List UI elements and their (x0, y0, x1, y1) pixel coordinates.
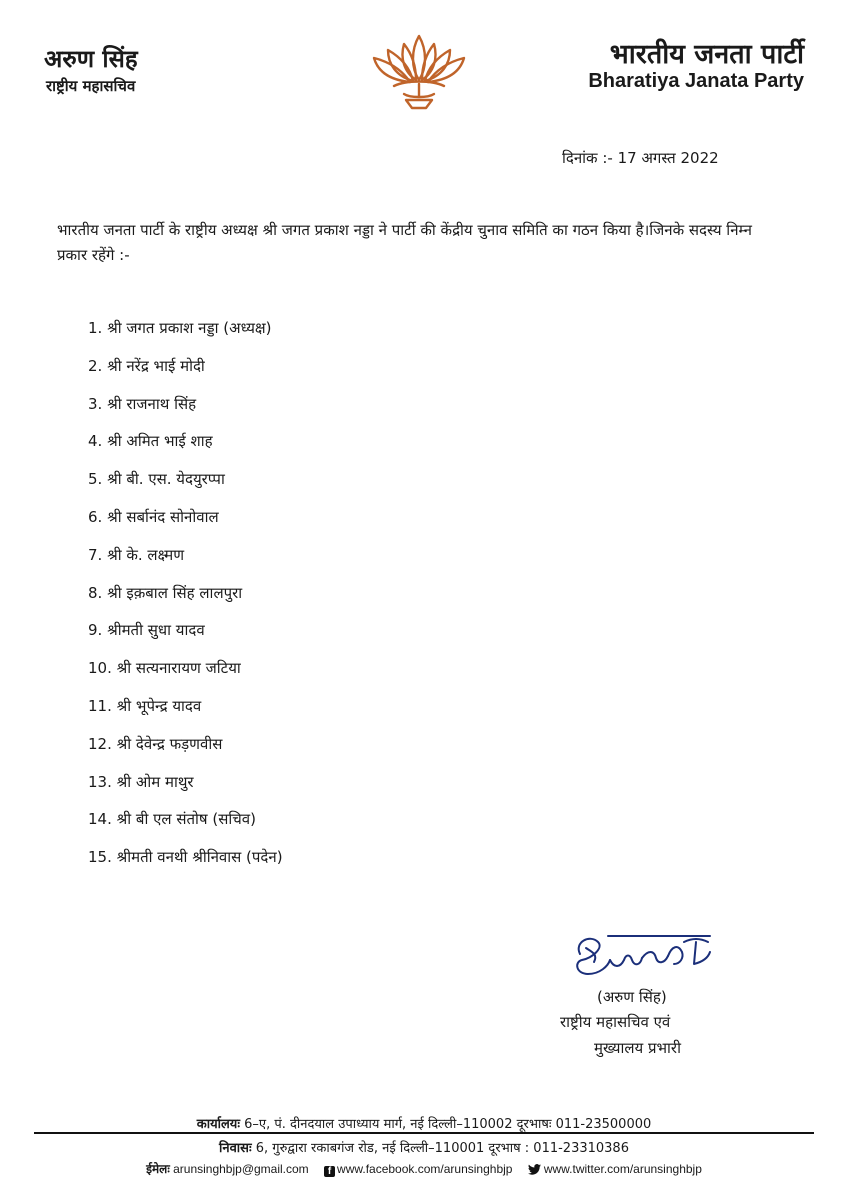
twitter-link[interactable]: www.twitter.com/arunsinghbjp (543, 1162, 702, 1176)
footer-office-address (0, 1114, 848, 1132)
email-contact[interactable] (146, 1160, 309, 1177)
list-item: 13. श्री ओम माथुर (88, 772, 194, 791)
list-item: 10. श्री सत्यनारायण जटिया (88, 659, 241, 678)
facebook-icon: f (324, 1166, 335, 1177)
email-label: ईमेलः (146, 1162, 170, 1176)
footer-divider (34, 1132, 814, 1134)
list-item: 12. श्री देवेन्द्र फड़णवीस (88, 734, 223, 753)
facebook-link[interactable]: www.facebook.com/arunsinghbjp (337, 1162, 513, 1176)
twitter-contact[interactable] (528, 1162, 702, 1176)
lotus-icon (364, 30, 474, 114)
twitter-icon (528, 1164, 541, 1175)
footer-residence-address (0, 1138, 848, 1156)
list-item: 6. श्री सर्बानंद सोनोवाल (88, 507, 219, 526)
list-item: 11. श्री भूपेन्द्र यादव (88, 696, 202, 715)
list-item: 9. श्रीमती सुधा यादव (88, 621, 205, 640)
signatory-title: राष्ट्रीय महासचिव एवं (560, 1013, 671, 1031)
list-item: 2. श्री नरेंद्र भाई मोदी (88, 356, 205, 375)
list-item: 4. श्री अमित भाई शाह (88, 432, 213, 451)
list-item: 7. श्री के. लक्ष्मण (88, 545, 185, 564)
sender-name: अरुण सिंह (44, 45, 138, 73)
committee-member-list (88, 318, 283, 885)
office-label: कार्यालयः (196, 1117, 240, 1132)
handwritten-signature (568, 928, 718, 990)
residence-label: निवासः (219, 1141, 252, 1156)
list-item: 1. श्री जगत प्रकाश नड्डा (अध्यक्ष) (88, 319, 272, 337)
footer-contacts (0, 1160, 848, 1177)
party-name-hindi: भारतीय जनता पार्टी (609, 39, 804, 70)
signatory-title-2: मुख्यालय प्रभारी (594, 1039, 681, 1057)
office-address: 6–ए, पं. दीनदयाल उपाध्याय मार्ग, नई दिल्ली–110002 दूरभाषः 011-23500000 (244, 1117, 652, 1132)
intro-paragraph: भारतीय जनता पार्टी के राष्ट्रीय अध्यक्ष श्री जगत प्रकाश नड्डा ने पार्टी की केंद्रीय चुनाव समिति का गठन किया है।जिनके सदस्य निम्न प्रकार रहेंगे :- (57, 221, 752, 264)
sender-title: राष्ट्रीय महासचिव (46, 77, 136, 95)
list-item: 14. श्री बी एल संतोष (सचिव) (88, 810, 256, 829)
list-item: 8. श्री इक़बाल सिंह लालपुरा (88, 583, 243, 602)
list-item: 3. श्री राजनाथ सिंह (88, 394, 197, 413)
residence-address: 6, गुरुद्वारा रकाबगंज रोड, नई दिल्ली–110001 दूरभाष : 011-23310386 (255, 1141, 629, 1156)
party-name-english: Bharatiya Janata Party (588, 70, 804, 92)
facebook-contact[interactable] (324, 1162, 512, 1177)
list-item: 5. श्री बी. एस. येदयुरप्पा (88, 470, 225, 489)
signatory-name: (अरुण सिंह) (597, 988, 667, 1006)
date-line: दिनांक :- 17 अगस्त 2022 (562, 149, 719, 167)
list-item: 15. श्रीमती वनथी श्रीनिवास (पदेन) (88, 848, 283, 867)
email-address[interactable]: arunsinghbjp@gmail.com (173, 1162, 309, 1176)
